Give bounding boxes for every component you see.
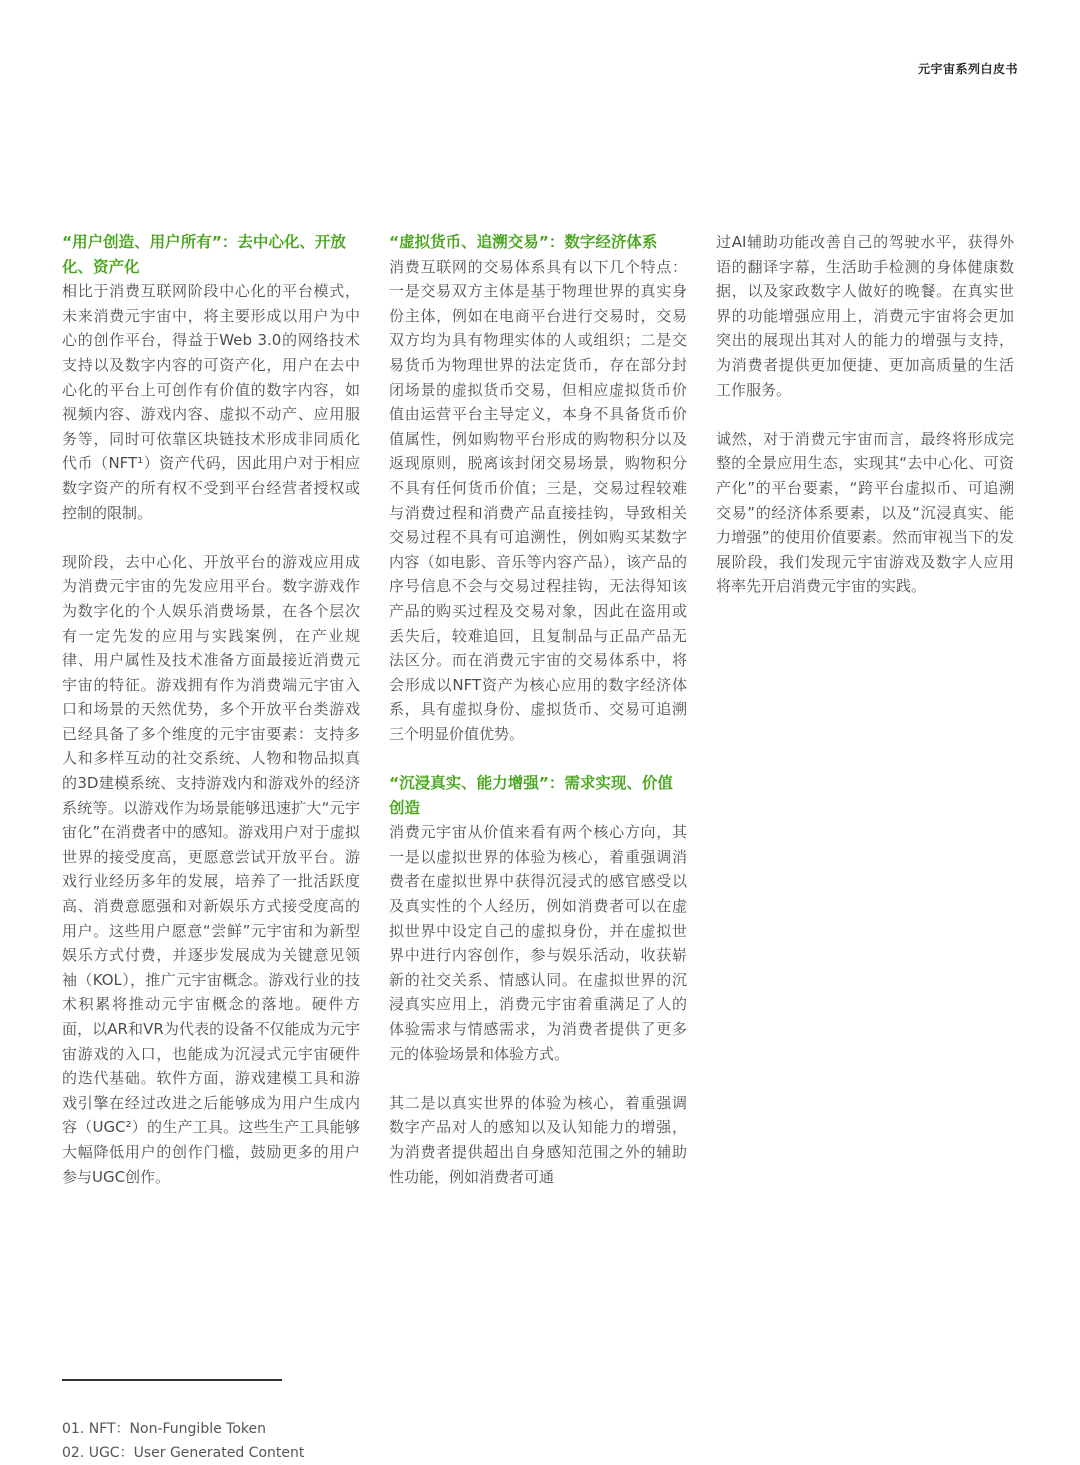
text-column-left	[62, 230, 360, 1189]
footnote-divider	[62, 1379, 282, 1381]
footnote-item: 01. NFT：Non-Fungible Token	[62, 1421, 266, 1437]
body-paragraph: 其二是以真实世界的体验为核心，着重强调数字产品对人的感知以及认知能力的增强，为消费者提供超出自身感知范围之外的辅助性功能，例如消费者可通	[389, 1093, 687, 1186]
body-paragraph: 消费元宇宙从价值来看有两个核心方向，其一是以虚拟世界的体验为核心，着重强调消费者在虚拟世界中获得沉浸式的感官感受以及真实性的个人经历，例如消费者可以在虚拟世界中设定自己的虚拟身份，并在虚拟世界中进行内容创作，参与娱乐活动，收获崭新的社交关系、情感认同。在虚拟世界的沉浸真实应用上，消费元宇宙着重满足了人的体验需求与情感需求，为消费者提供了更多元的体验场景和体验方式。	[389, 823, 687, 1063]
body-paragraph: 过AI辅助功能改善自己的驾驶水平，获得外语的翻译字幕，生活助手检测的身体健康数据，以及家政数字人做好的晚餐。在真实世界的功能增强应用上，消费元宇宙将会更加突出的展现出其对人的能力的增强与支持，为消费者提供更加便捷、更加高质量的生活工作服务。	[716, 233, 1014, 399]
footnotes	[62, 1417, 304, 1465]
section-heading-immersive-reality: “沉浸真实、能力增强”：需求实现、价值创造	[389, 774, 673, 817]
section-heading-virtual-currency: “虚拟货币、追溯交易”：数字经济体系	[389, 233, 658, 251]
body-paragraph: 现阶段，去中心化、开放平台的游戏应用成为消费元宇宙的先发应用平台。数字游戏作为数字化的个人娱乐消费场景，在各个层次有一定先发的应用与实践案例，在产业规律、用户属性及技术准备方面最接近消费元宇宙的特征。游戏拥有作为消费端元宇宙入口和场景的天然优势，多个开放平台类游戏已经具备了多个维度的元宇宙要素：支持多人和多样互动的社交系统、人物和物品拟真的3D建模系统、支持游戏内和游戏外的经济系统等。以游戏作为场景能够迅速扩大“元宇宙化”在消费者中的感知。游戏用户对于虚拟世界的接受度高，更愿意尝试开放平台。游戏行业经历多年的发展，培养了一批活跃度高、消费意愿强和对新娱乐方式接受度高的用户。这些用户愿意“尝鲜”元宇宙和为新型娱乐方式付费，并逐步发展成为关键意见领袖（KOL），推广元宇宙概念。游戏行业的技术积累将推动元宇宙概念的落地。硬件方面，以AR和VR为代表的设备不仅能成为元宇宙游戏的入口，也能成为沉浸式元宇宙硬件的迭代基础。软件方面，游戏建模工具和游戏引擎在经过改进之后能够成为用户生成内容（UGC²）的生产工具。这些生产工具能够大幅降低用户的创作门槛，鼓励更多的用户参与UGC创作。	[62, 552, 360, 1186]
text-column-right	[716, 230, 1014, 599]
body-paragraph: 诚然，对于消费元宇宙而言，最终将形成完整的全景应用生态，实现其“去中心化、可资产化”的平台要素，“跨平台虚拟币、可追溯交易”的经济体系要素，以及“沉浸真实、能力增强”的使用价值要素。然而审视当下的发展阶段，我们发现元宇宙游戏及数字人应用将率先开启消费元宇宙的实践。	[716, 429, 1014, 596]
document-series-title: 元宇宙系列白皮书	[917, 62, 1018, 76]
body-paragraph: 相比于消费互联网阶段中心化的平台模式，未来消费元宇宙中，将主要形成以用户为中心的创作平台，得益于Web 3.0的网络技术支持以及数字内容的可资产化，用户在去中心化的平台上可创作有价值的数字内容，如视频内容、游戏内容、虚拟不动产、应用服务等，同时可依靠区块链技术形成非同质化代币（NFT¹）资产代码，因此用户对于相应数字资产的所有权不受到平台经营者授权或控制的限制。	[62, 282, 360, 522]
text-column-middle	[389, 230, 687, 1189]
body-paragraph: 消费互联网的交易体系具有以下几个特点：一是交易双方主体是基于物理世界的真实身份主体，例如在电商平台进行交易时，交易双方均为具有物理实体的人或组织；二是交易货币为物理世界的法定货币，存在部分封闭场景的虚拟货币交易，但相应虚拟货币价值由运营平台主导定义，本身不具备货币价值属性，例如购物平台形成的购物积分以及返现原则，脱离该封闭交易场景，购物积分不具有任何货币价值；三是，交易过程较难与消费过程和消费产品直接挂钩，导致相关交易过程不具有可追溯性，例如购买某数字内容（如电影、音乐等内容产品），该产品的序号信息不会与交易过程挂钩，无法得知该产品的购买过程及交易对象，因此在盗用或丢失后，较难追回，且复制品与正品产品无法区分。而在消费元宇宙的交易体系中，将会形成以NFT资产为核心应用的数字经济体系，具有虚拟身份、虚拟货币、交易可追溯三个明显价值优势。	[389, 257, 687, 743]
section-heading-user-creation: “用户创造、用户所有”：去中心化、开放化、资产化	[62, 233, 346, 276]
footnote-item: 02. UGC：User Generated Content	[62, 1445, 305, 1461]
